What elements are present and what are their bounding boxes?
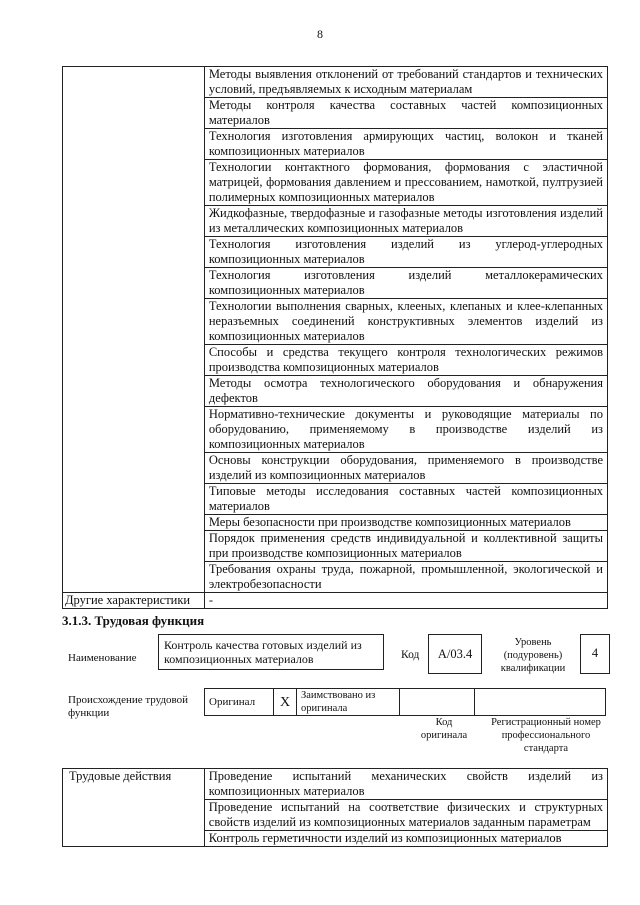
level-value: 4 <box>591 646 599 660</box>
table-cell: Способы и средства текущего контроля технологических режимов производства композиционных материалов <box>204 345 607 376</box>
table-cell: Контроль герметичности изделий из композиционных материалов <box>204 831 607 847</box>
origin-table <box>204 688 606 716</box>
other-characteristics-value: - <box>204 593 607 609</box>
table-row <box>63 67 608 98</box>
table-cell: Методы выявления отклонений от требований стандартов и технических условий, предъявляемых к исходным материалам <box>204 67 607 98</box>
level-label: Уровень (подуровень) квалификации <box>500 637 566 674</box>
empty-label-cell <box>63 67 205 593</box>
table-cell: Типовые методы исследования составных частей композиционных материалов <box>204 484 607 515</box>
table-row <box>63 593 608 609</box>
section-title: 3.1.3. Трудовая функция <box>62 613 205 628</box>
table-cell: Меры безопасности при производстве композиционных материалов <box>204 515 607 531</box>
actions-table <box>62 768 608 847</box>
reg-number-cell <box>475 689 606 716</box>
borrowed-label: Заимствовано из оригинала <box>297 689 400 716</box>
table-cell: Проведение испытаний механических свойств изделий из композиционных материалов <box>204 769 607 800</box>
code-original-cell <box>400 689 475 716</box>
level-box <box>580 634 610 674</box>
actions-label: Трудовые действия <box>63 769 205 847</box>
table-cell: Проведение испытаний на соответствие физических и структурных свойств изделий из композиционных материалов заданным параметрам <box>204 800 607 831</box>
origin-label: Происхождение трудовой функции <box>68 694 189 719</box>
code-label: Код <box>401 649 420 661</box>
function-name-value: Контроль качества готовых изделий из композиционных материалов <box>164 638 362 666</box>
table-cell: Методы осмотра технологического оборудования и обнаружения дефектов <box>204 376 607 407</box>
code-original-label: Код оригинала <box>420 717 468 741</box>
reg-number-label: Регистрационный номер профессионального стандарта <box>491 717 601 754</box>
page-number: 8 <box>317 27 323 41</box>
function-name-box <box>158 634 384 670</box>
table-cell: Технологии выполнения сварных, клееных, клепаных и клее-клепанных неразъемных соединений конструктивных элементов изделий из композиционных материалов <box>204 299 607 345</box>
table-cell: Нормативно-технические документы и руководящие материалы по оборудованию, применяемому в производстве изделий из композиционных материалов <box>204 407 607 453</box>
original-label: Оригинал <box>205 689 274 716</box>
table-cell: Требования охраны труда, пожарной, промышленной, экологической и электробезопасности <box>204 562 607 593</box>
table-row <box>63 769 608 800</box>
table-cell: Методы контроля качества составных частей композиционных материалов <box>204 98 607 129</box>
code-value: A/03.4 <box>437 647 473 661</box>
code-box <box>428 634 482 674</box>
other-characteristics-label: Другие характеристики <box>63 593 205 609</box>
knowledge-table <box>62 66 608 609</box>
table-cell: Основы конструкции оборудования, применяемого в производстве изделий из композиционных материалов <box>204 453 607 484</box>
table-cell: Технология изготовления изделий металлокерамических композиционных материалов <box>204 268 607 299</box>
table-cell: Жидкофазные, твердофазные и газофазные методы изготовления изделий из металлических композиционных материалов <box>204 206 607 237</box>
name-label: Наименование <box>68 652 137 664</box>
table-cell: Порядок применения средств индивидуальной и коллективной защиты при производстве композиционных материалов <box>204 531 607 562</box>
table-cell: Технология изготовления армирующих частиц, волокон и тканей композиционных материалов <box>204 129 607 160</box>
table-cell: Технологии контактного формования, формования с эластичной матрицей, формования давлением и прессованием, намоткой, пултрузией полимерных композиционных материалов <box>204 160 607 206</box>
table-cell: Технология изготовления изделий из углерод-углеродных композиционных материалов <box>204 237 607 268</box>
original-mark: X <box>274 689 297 716</box>
